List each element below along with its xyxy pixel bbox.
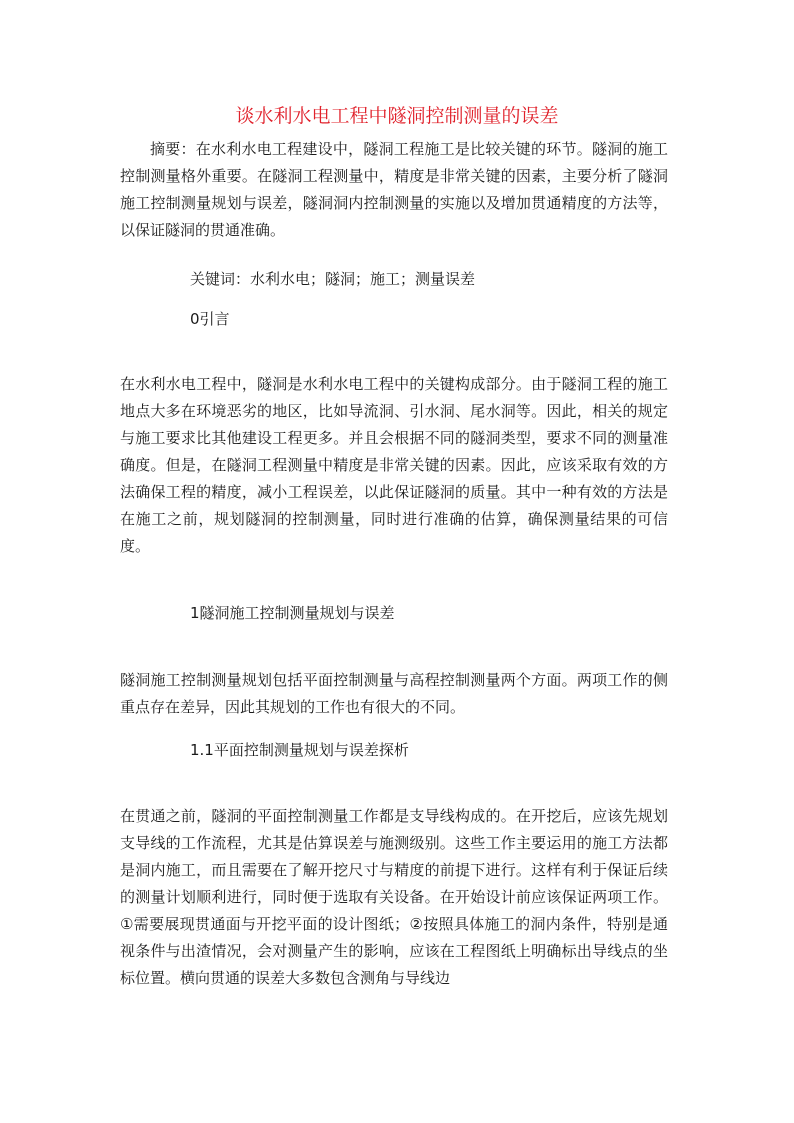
keywords-line: 关键词：水利水电；隧洞；施工；测量误差 xyxy=(190,270,476,288)
section-heading-1: 1隧洞施工控制测量规划与误差 xyxy=(190,604,395,622)
intro-block xyxy=(120,371,668,560)
section-1-1-block xyxy=(120,803,668,992)
section-heading-1-1: 1.1平面控制测量规划与误差探析 xyxy=(190,741,409,759)
section-1-block xyxy=(120,667,668,721)
intro-paragraph: 在水利水电工程中，隧洞是水利水电工程中的关键构成部分。由于隧洞工程的施工地点大多在环境恶劣的地区，比如导流洞、引水洞、尾水洞等。因此，相关的规定与施工要求比其他建设工程更多。并且会根据不同的隧洞类型，要求不同的测量准确度。但是，在隧洞工程测量中精度是非常关键的因素。因此，应该采取有效的方法确保工程的精度，减小工程误差，以此保证隧洞的质量。其中一种有效的方法是在施工之前，规划隧洞的控制测量，同时进行准确的估算，确保测量结果的可信度。 xyxy=(120,375,668,555)
abstract-paragraph: 摘要：在水利水电工程建设中，隧洞工程施工是比较关键的环节。隧洞的施工控制测量格外重要。在隧洞工程测量中，精度是非常关键的因素，主要分析了隧洞施工控制测量规划与误差，隧洞洞内控制测量的实施以及增加贯通精度的方法等，以保证隧洞的贯通准确。 xyxy=(120,140,668,239)
section-1-paragraph: 隧洞施工控制测量规划包括平面控制测量与高程控制测量两个方面。两项工作的侧重点存在差异，因此其规划的工作也有很大的不同。 xyxy=(120,671,668,716)
document-title: 谈水利水电工程中隧洞控制测量的误差 xyxy=(235,105,559,127)
abstract-block xyxy=(120,136,668,244)
section-heading-intro: 0引言 xyxy=(190,310,230,328)
section-1-1-paragraph: 在贯通之前，隧洞的平面控制测量工作都是支导线构成的。在开挖后，应该先规划支导线的工作流程，尤其是估算误差与施测级别。这些工作主要运用的施工方法都是洞内施工，而且需要在了解开挖尺寸与精度的前提下进行。这样有利于保证后续的测量计划顺利进行，同时便于选取有关设备。在开始设计前应该保证两项工作。①需要展现贯通面与开挖平面的设计图纸；②按照具体施工的洞内条件，特别是通视条件与出渣情况，会对测量产生的影响，应该在工程图纸上明确标出导线点的坐标位置。横向贯通的误差大多数包含测角与导线边 xyxy=(120,807,668,987)
